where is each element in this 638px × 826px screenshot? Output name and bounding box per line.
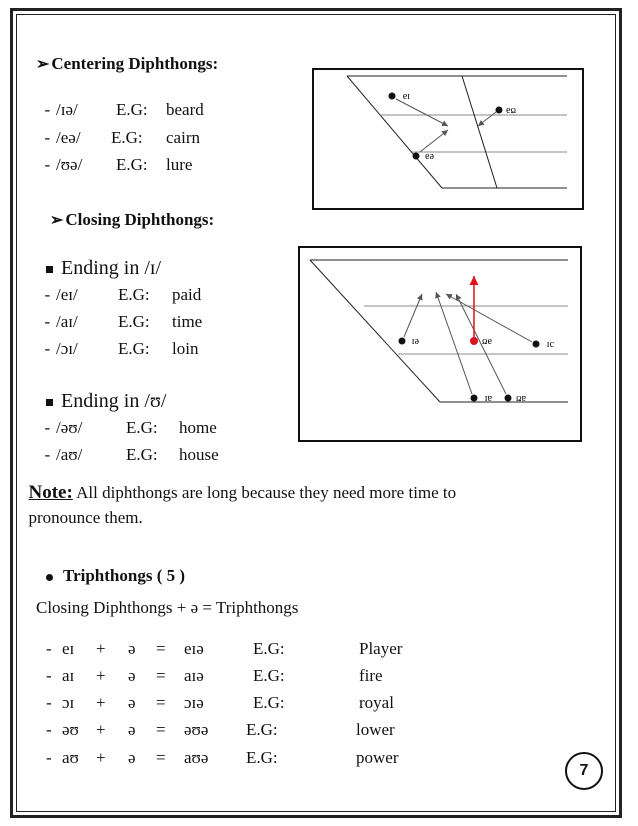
svg-text:eɪ: eɪ bbox=[411, 336, 419, 347]
triphthong-row: - aɪ + ə = aɪə E.G: fire bbox=[46, 666, 383, 685]
ending-u-label: Ending in /ʊ/ bbox=[36, 367, 166, 413]
centering-item: - /ʊə/ E.G: lure bbox=[44, 155, 193, 174]
closing-heading: ➢ Closing Diphthongs: bbox=[50, 210, 215, 229]
note-paragraph: Note: All diphthongs are long because they need more time to bbox=[28, 482, 457, 503]
triphthong-row: - eɪ + ə = eɪə E.G: Player bbox=[46, 639, 403, 658]
closing-item: - /aɪ/ E.G: time bbox=[44, 312, 203, 331]
vowel-point bbox=[471, 395, 478, 402]
triphthong-row: - aʊ + ə = aʊə E.G: power bbox=[46, 748, 399, 767]
triphthongs-formula: Closing Diphthongs + ə = Triphthongs bbox=[36, 598, 299, 617]
closing-vowel-diagram bbox=[298, 246, 582, 442]
svg-text:eə: eə bbox=[425, 151, 434, 162]
vowel-point bbox=[399, 338, 406, 345]
svg-text:ɪə: ɪə bbox=[402, 91, 410, 102]
closing-item: - /aʊ/ E.G: house bbox=[44, 445, 219, 464]
arrowhead-bullet-icon: ➢ bbox=[36, 56, 50, 73]
svg-text:ɔɪ: ɔɪ bbox=[546, 339, 554, 350]
ending-i-label: Ending in /ɪ/ bbox=[36, 234, 161, 280]
triphthongs-heading: Triphthongs ( 5 ) bbox=[46, 566, 185, 586]
vowel-point bbox=[496, 107, 503, 114]
svg-text:əʊ: əʊ bbox=[482, 336, 492, 347]
closing-item: - /əʊ/ E.G: home bbox=[44, 418, 217, 437]
centering-vowel-diagram bbox=[312, 68, 584, 210]
svg-text:aʊ: aʊ bbox=[516, 393, 526, 404]
closing-item: - /eɪ/ E.G: paid bbox=[44, 285, 202, 304]
vowel-point bbox=[533, 341, 540, 348]
triphthong-row: - ɔɪ + ə = ɔɪə E.G: royal bbox=[46, 693, 394, 712]
closing-item: - /ɔɪ/ E.G: loin bbox=[44, 339, 199, 358]
vowel-point bbox=[413, 153, 420, 160]
page-number: 7 bbox=[565, 752, 603, 790]
vowel-point bbox=[505, 395, 512, 402]
centering-item: - /ɪə/ E.G: beard bbox=[44, 100, 204, 119]
vowel-point bbox=[389, 93, 396, 100]
note-paragraph-continued: pronounce them. bbox=[28, 508, 143, 527]
vowel-point-highlighted bbox=[470, 337, 478, 345]
centering-heading: ➢ Centering Diphthongs: bbox=[36, 54, 219, 73]
svg-text:aɪ: aɪ bbox=[484, 393, 492, 404]
triphthong-row: - əʊ + ə = əʊə E.G: lower bbox=[46, 720, 395, 739]
arrowhead-bullet-icon: ➢ bbox=[50, 212, 64, 229]
svg-text:ʊə: ʊə bbox=[506, 105, 516, 116]
round-bullet-icon bbox=[46, 574, 53, 581]
centering-item: - /eə/ E.G: cairn bbox=[44, 128, 200, 147]
